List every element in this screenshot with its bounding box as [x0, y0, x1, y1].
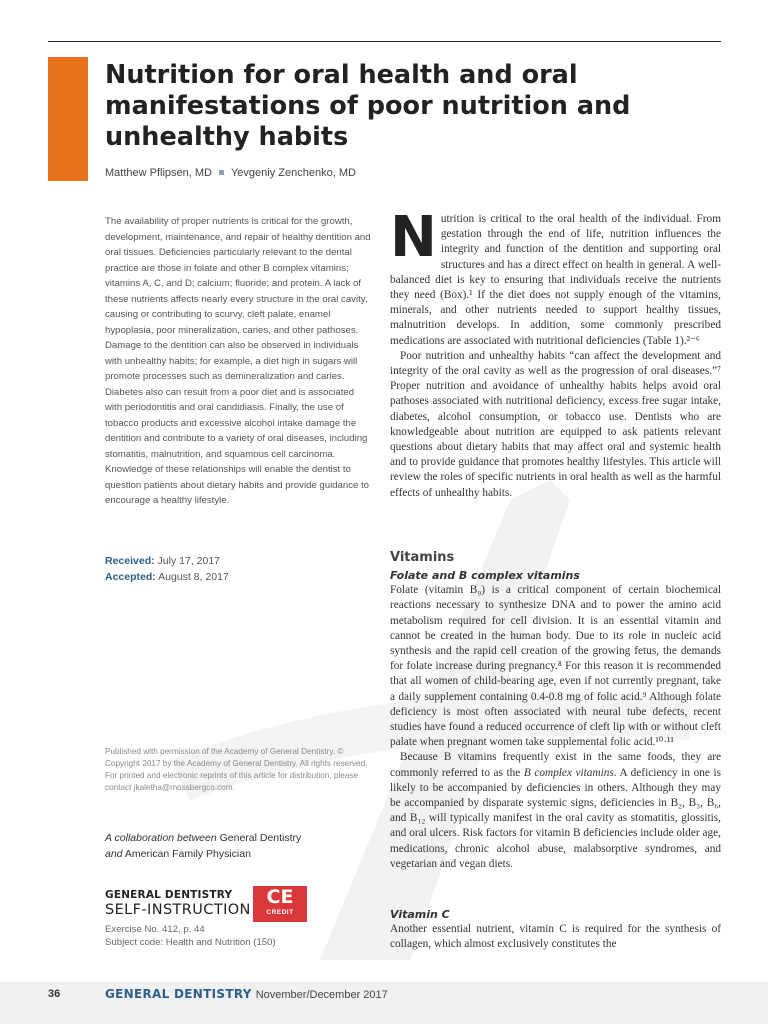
received-label: Received: — [105, 555, 155, 567]
vitamin-c-text — [390, 907, 721, 953]
intro-text — [390, 205, 721, 501]
exercise-number: Exercise No. 412, p. 44 — [105, 924, 205, 935]
collab-org: American Family Physician — [124, 848, 251, 860]
permission-notice: Published with permission of the Academy of General Dentistry. © Copyright 2017 by the Academy of General Dentistry. All rights reserved. For printed and electronic reprints of this article for distribution, please contact jkaletha@mossbergco.com. — [105, 747, 368, 792]
collab-and: and — [105, 848, 123, 860]
top-rule — [48, 41, 721, 42]
article-title: Nutrition for oral health and oral manifestations of poor nutrition and unhealthy habits — [105, 60, 631, 152]
subject-code: Subject code: Health and Nutrition (150) — [105, 936, 276, 948]
abstract: The availability of proper nutrients is critical for the growth, development, maintenance, and repair of healthy dentition and oral tissues. Deficiencies particularly relevant to the dental practice are those in folate and other B complex vitamins; vitamins A, C, and D; calcium; fluoride; and protein. A lack of these nutrients affects nearly every structure in the oral cavity, causing or contributing to scurvy, cleft palate, enamel hypoplasia, poor mineralization, caries, and other pathoses. Damage to the dentition can also be observed in individuals with unhealthy habits; for example, a diet high in sugars will promote processes such as demineralization and caries. Diabetes also can result from a poor diet and is associated with periodontitis and oral candidiasis. Finally, the use of tobacco products and excessive alcohol intake damage the dentition and contribute to a variety of oral diseases, including stomatitis, malnutrition, and squamous cell carcinoma. Knowledge of these relationships will enable the dentist to question patients about dietary habits and provide guidance to encourage a healthy lifestyle. — [105, 216, 371, 506]
ce-badge-big: CE — [266, 886, 294, 908]
ce-credit-badge — [253, 886, 307, 922]
collaboration-note — [105, 830, 301, 862]
subsection-heading: Folate and B complex vitamins — [390, 569, 580, 582]
drop-cap: N — [390, 205, 437, 270]
page-number: 36 — [48, 988, 61, 1000]
intro-paragraph: utrition is critical to the oral health of the individual. From gestation through the end of life, nutrition influences the integrity and function of the dentition and supporting oral structures and has a direct effect on health in general. A well-balanced diet is key to ensuring that individuals receive the nutrients they need (Box).¹ If the diet does not supply enough of the vitamins, minerals, and other nutrients needed to support healthy tissues, malnutrition develops. In addition, some commonly prescribed medications are associated with nutritional deficiencies (Table 1).²⁻⁶ — [390, 213, 721, 347]
logo-line2: SELF-INSTRUCTION — [105, 902, 251, 918]
exercise-info — [105, 924, 276, 949]
separator-square-icon — [219, 170, 224, 175]
section-heading: Vitamins — [390, 550, 455, 565]
body-paragraph: Another essential nutrient, vitamin C is required for the synthesis of collagen, which almost exclusively constitutes the — [390, 923, 721, 951]
vitamins-text — [390, 568, 721, 872]
journal-name: GENERAL DENTISTRY November/December 2017 — [105, 987, 388, 1001]
author-name: Yevgeniy Zenchenko, MD — [230, 167, 356, 179]
body-paragraph: Folate (vitamin B₉) is a critical component of certain biochemical reactions necessary to synthesize DNA and to power the amino acid metabolism required for cell division. It is an essential vitamin and cannot be created in the human body. Due to its role in nucleic acid synthesis and the rapid cell creation of the growing fetus, the demands for folate increase during pregnancy.⁸ For this reason it is recommended that all women of child-bearing age, even if not currently pregnant, take a daily supplement containing 0.4-0.8 mg of folic acid.⁹ Although folate deficiency is most often associated with neural tube defects, recent studies have found a reduced occurrence of cleft lip with or without cleft palate when pregnant women take supplemental folic acid.¹⁰·¹¹ — [390, 584, 721, 749]
issue-date: November/December 2017 — [255, 989, 388, 1001]
collab-org: General Dentistry — [219, 832, 302, 844]
received-date: July 17, 2017 — [157, 555, 220, 567]
title-accent-bar — [48, 57, 88, 181]
subsection-heading: Vitamin C — [390, 908, 450, 921]
collab-lead: A collaboration between — [105, 832, 217, 844]
author-line — [105, 167, 356, 179]
body-paragraph: Poor nutrition and unhealthy habits “can affect the development and integrity of the oral cavity as well as the progression of oral diseases.”⁷ Proper nutrition and avoidance of unhealthy habits helps avoid oral pathoses associated with nutritional deficiency, excess free sugar intake, diabetes, alcohol consumption, or tobacco use. Dentists who are knowledgeable about nutrition are equipped to ask patients relevant questions about dietary habits that may affect oral and systemic health and to provide guidance that promotes healthy lifestyles. This article will review the roles of specific nutrients in oral health as well as the harmful effects of unhealthy habits. — [390, 349, 721, 499]
author-name: Matthew Pflipsen, MD — [105, 167, 212, 179]
accepted-label: Accepted: — [105, 571, 156, 583]
article-dates — [105, 553, 229, 585]
body-paragraph: Because B vitamins frequently exist in the same foods, they are commonly referred to as the B complex vitamins. A deficiency in one is likely to be accompanied by deficiencies in others. Although they may be accompanied by disparate systemic signs, deficiencies in B₂, B₃, B₆, and B₁₂ will typically manifest in the oral cavity as stomatitis, glossitis, and oral ulcers. Risk factors for vitamin B deficiencies include older age, medications, chronic alcohol abuse, malabsorptive syndromes, and vegetarian and vegan diets. — [390, 751, 721, 870]
logo-line1: GENERAL DENTISTRY — [105, 889, 233, 901]
accepted-date: August 8, 2017 — [158, 571, 229, 583]
ce-badge-small: CREDIT — [266, 909, 294, 916]
